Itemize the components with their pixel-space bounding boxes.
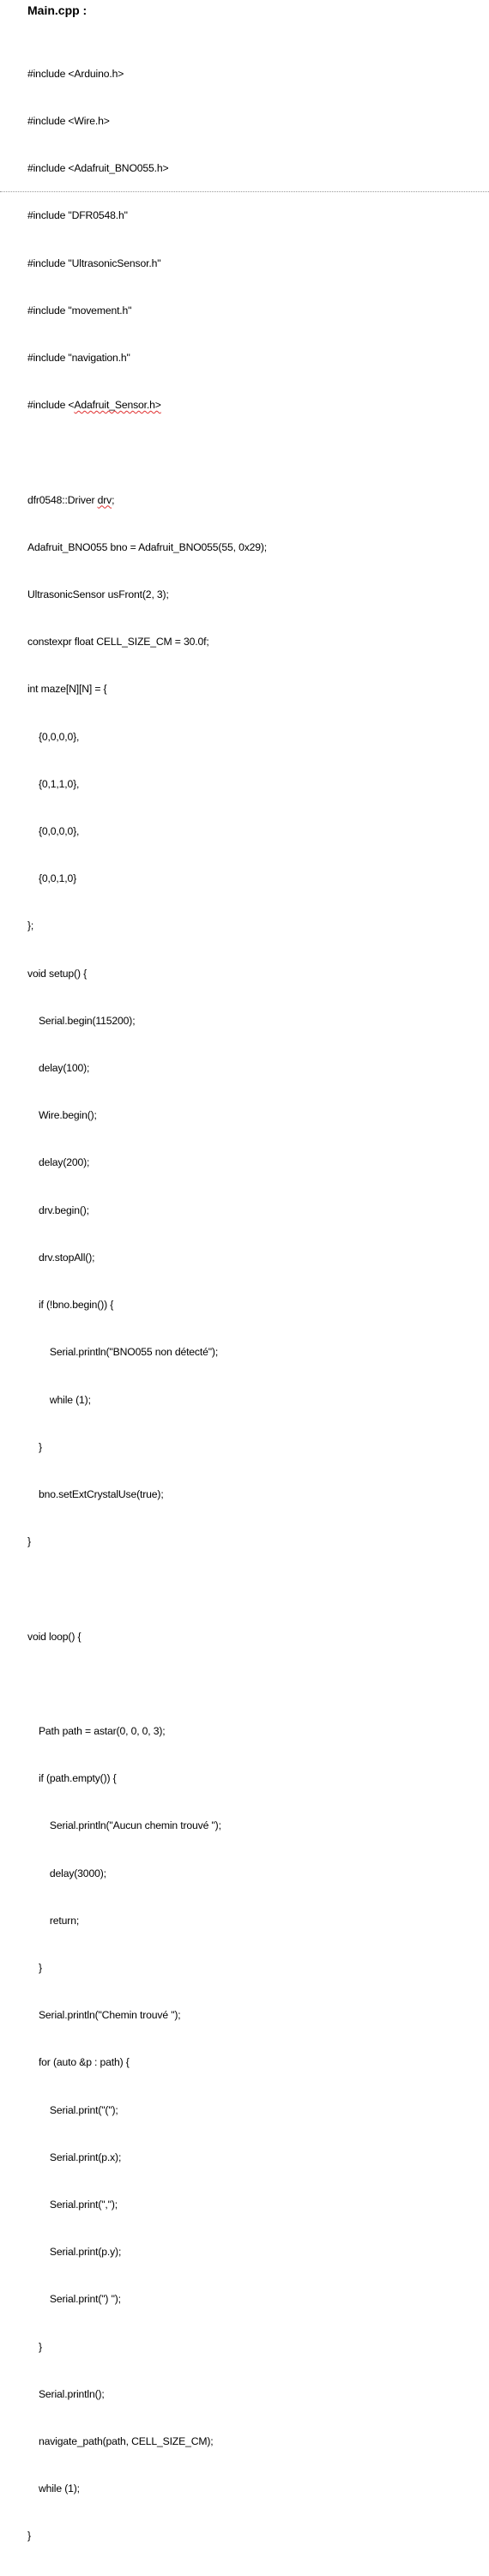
code-line-blank: [27, 1676, 267, 1692]
code-line: void loop() {: [27, 1630, 82, 1643]
code-line: #include "movement.h": [27, 304, 132, 317]
code-line: }: [27, 1535, 31, 1548]
code-line: constexpr float CELL_SIZE_CM = 30.0f;: [27, 636, 209, 649]
code-line: bno.setExtCrystalUse(true);: [27, 1487, 164, 1500]
code-line: while (1);: [27, 1393, 91, 1406]
code-line: Serial.print(p.x);: [27, 2151, 122, 2163]
code-line: dfr0548::Driver drv;: [27, 493, 115, 506]
code-line: if (path.empty()) {: [27, 1772, 117, 1785]
code-line: Serial.println("BNO055 non détecté");: [27, 1346, 219, 1359]
code-line: while (1);: [27, 2482, 80, 2495]
code-line: {0,1,1,0},: [27, 777, 80, 790]
code-line: {0,0,1,0}: [27, 872, 77, 885]
spellcheck-underline: drv: [97, 493, 112, 506]
code-line: for (auto &p : path) {: [27, 2056, 130, 2069]
code-line: navigate_path(path, CELL_SIZE_CM);: [27, 2434, 214, 2447]
code-line: }: [27, 2340, 42, 2353]
code-line: #include "navigation.h": [27, 352, 130, 365]
code-line: {0,0,0,0},: [27, 730, 80, 743]
code-line: Serial.print(p.y);: [27, 2246, 122, 2259]
code-line: int maze[N][N] = {: [27, 683, 107, 696]
code-line: Serial.print(") ");: [27, 2293, 121, 2306]
code-line: }: [27, 1961, 42, 1974]
code-line: Serial.print("(");: [27, 2103, 118, 2116]
document-title: Main.cpp :: [27, 3, 88, 17]
code-line: {0,0,0,0},: [27, 825, 80, 838]
code-line: return;: [27, 1914, 80, 1927]
code-line-blank: [27, 444, 267, 460]
code-line: };: [27, 920, 34, 932]
code-line: #include <Adafruit_Sensor.h>: [27, 399, 161, 412]
code-line: Serial.println();: [27, 2387, 105, 2400]
code-line: Serial.print(",");: [27, 2198, 118, 2211]
code-line: Path path = astar(0, 0, 0, 3);: [27, 1724, 166, 1737]
code-line: delay(3000);: [27, 1867, 106, 1879]
code-line: Adafruit_BNO055 bno = Adafruit_BNO055(55, 0x29);: [27, 540, 268, 553]
code-line: delay(200);: [27, 1156, 90, 1169]
code-line: Serial.begin(115200);: [27, 1014, 136, 1027]
code-body: [27, 34, 267, 2576]
code-line: #include <Wire.h>: [27, 115, 110, 128]
code-line-blank: [27, 1581, 267, 1596]
code-line: void setup() {: [27, 967, 88, 980]
code-line: Serial.println("Aucun chemin trouvé ");: [27, 1819, 221, 1832]
code-line: }: [27, 2530, 31, 2543]
code-line: #include "UltrasonicSensor.h": [27, 256, 161, 269]
code-line: Serial.println("Chemin trouvé ");: [27, 2009, 181, 2022]
code-line: drv.stopAll();: [27, 1251, 95, 1264]
spellcheck-underline: Adafruit_Sensor.h>: [74, 399, 161, 412]
code-line: #include <Arduino.h>: [27, 67, 124, 80]
code-line: delay(100);: [27, 1062, 90, 1075]
code-line: Wire.begin();: [27, 1109, 97, 1122]
code-line: drv.begin();: [27, 1204, 89, 1216]
code-line: #include <Adafruit_BNO055.h>: [27, 162, 169, 175]
code-line: if (!bno.begin()) {: [27, 1299, 114, 1312]
code-line: UltrasonicSensor usFront(2, 3);: [27, 588, 169, 601]
code-line: #include "DFR0548.h": [27, 209, 128, 222]
code-line: }: [27, 1440, 42, 1453]
